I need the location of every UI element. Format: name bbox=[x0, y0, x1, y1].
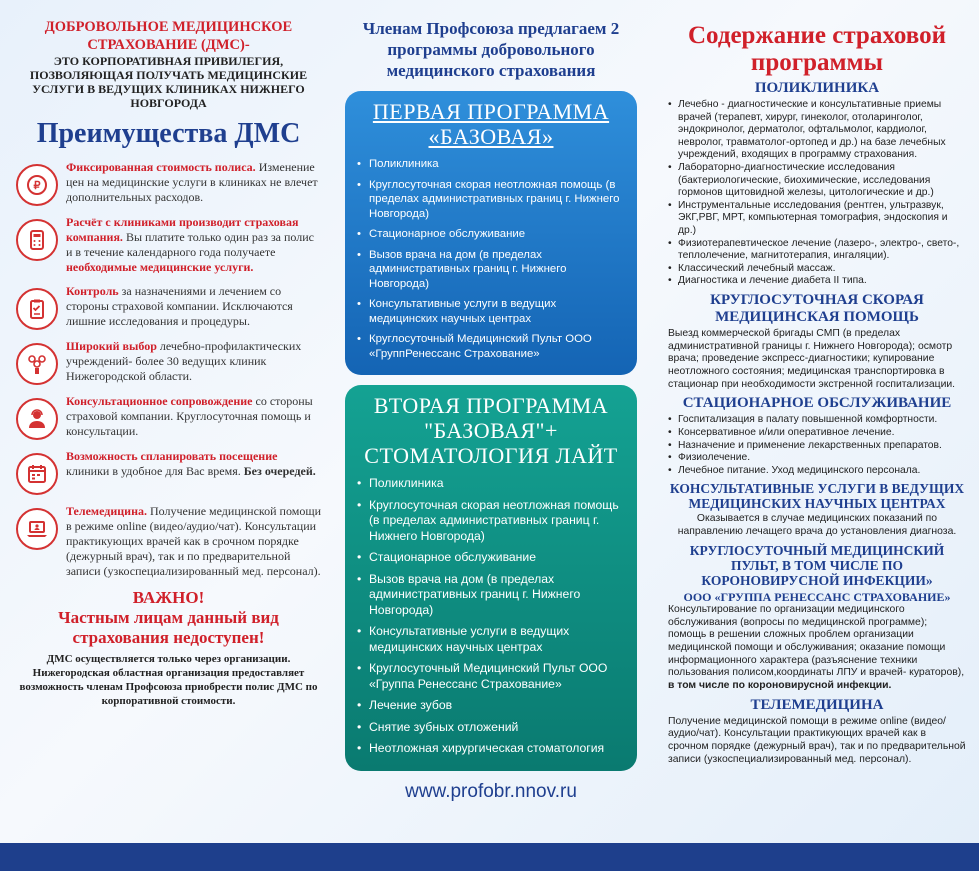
advantage-6-text: клиники в удобное для Вас время. bbox=[66, 464, 241, 478]
list-item: • Стационарное обслуживание bbox=[357, 227, 625, 242]
list-item: • Классический лечебный массаж. bbox=[668, 263, 966, 276]
advantages-title: Преимущества ДМС bbox=[36, 118, 301, 149]
list-item: • Диагностика и лечение диабета II типа. bbox=[668, 275, 966, 288]
advantage-4-text: лечебно-профилактических учреждений- более 30 ведущих клиник Нижегородской области. bbox=[66, 339, 302, 383]
list-item: • Поликлиника bbox=[357, 476, 625, 492]
list-item: • Консультативные услуги в ведущих медицинских научных центрах bbox=[357, 624, 625, 655]
dms-title: ДОБРОВОЛЬНОЕ МЕДИЦИНСКОЕ СТРАХОВАНИЕ (ДМС)- bbox=[44, 19, 293, 53]
advantage-1-text: Изменение цен на медицинские услуги в клиниках не влечет дополнительных расходов. bbox=[66, 160, 318, 204]
list-item: • Поликлиника bbox=[357, 157, 625, 172]
advantage-5-text: со стороны страховой компании. Круглосуточная помощь и консультации. bbox=[66, 394, 313, 438]
list-item: • Физиотерапевтическое лечение (лазеро-, электро-, свето-, теплолечение, магнитотерапия, ингаляции). bbox=[668, 238, 966, 263]
telemedicine-heading: ТЕЛЕМЕДИЦИНА bbox=[750, 696, 884, 713]
pult-text-bold: в том числе по короновирусной инфекции. bbox=[668, 680, 892, 692]
advantage-5-highlight: Консультационное сопровождение bbox=[66, 394, 253, 408]
advantage-7-highlight: Телемедицина. bbox=[66, 504, 147, 518]
telemedicine-text: Получение медицинской помощи в режиме online (видео/аудио/чат). Консультации практикующих врачей как в срочном порядке (дежурный врач), так и по предварительной записи (узкоспециализированный мед. персонал). bbox=[668, 715, 966, 765]
advantage-1-highlight: Фиксированная стоимость полиса. bbox=[66, 160, 256, 174]
calendar-icon bbox=[16, 453, 58, 495]
list-item: • Лечебно - диагностические и консультативные приемы врачей (терапевт, хирург, гинеколог, отоларинголог, эндокринолог, дерматолог, офтальмолог, кардиолог, невролог, травматолог-ортопед и др.) на базе лечебных учреждений, входящих в программу страхования. bbox=[668, 99, 966, 162]
list-item: • Лабораторно-диагностические исследования (бактериологические, биохимические, исследования гормонов щитовидной железы, цитологические и др.) bbox=[668, 162, 966, 200]
polyclinic-list bbox=[668, 99, 966, 288]
list-item: • Консервативное и/или оперативное лечение. bbox=[668, 427, 966, 440]
advantage-choice bbox=[16, 339, 321, 385]
advantage-control bbox=[16, 284, 321, 330]
program-dental-list bbox=[357, 476, 625, 757]
list-item: • Инструментальные исследования (рентген, ультразвук, ЭКГ,РВГ, МРТ, компьютерная томография, эндоскопия и др.) bbox=[668, 200, 966, 238]
calculator-icon bbox=[16, 219, 58, 261]
advantage-consulting bbox=[16, 394, 321, 440]
list-item: • Назначение и применение лекарственных препаратов. bbox=[668, 440, 966, 453]
footnote: ДМС осуществляется только через организации. Нижегородская областная организация предоставляет возможность членам Профсоюза приобрести полис ДМС по корпоративной стоимости. bbox=[19, 653, 318, 707]
list-item: • Стационарное обслуживание bbox=[357, 550, 625, 566]
list-item: • Консультативные услуги в ведущих медицинских научных центрах bbox=[357, 297, 625, 326]
list-item: • Лечебное питание. Уход медицинского персонала. bbox=[668, 465, 966, 478]
program-dental-title-line1: ВТОРАЯ ПРОГРАММА bbox=[373, 393, 609, 418]
advantage-4-highlight: Широкий выбор bbox=[66, 339, 157, 353]
hospital-list bbox=[668, 414, 966, 477]
list-item: • Госпитализация в палату повышенной комфортности. bbox=[668, 414, 966, 427]
middle-column bbox=[345, 18, 637, 803]
advantage-3-highlight: Контроль bbox=[66, 284, 119, 298]
advantage-6-bold: Без очередей. bbox=[243, 464, 316, 478]
pult-company: ООО «ГРУППА РЕНЕССАНС СТРАХОВАНИЕ» bbox=[683, 589, 951, 604]
ambulance-heading: КРУГЛОСУТОЧНАЯ СКОРАЯ МЕДИЦИНСКАЯ ПОМОЩЬ bbox=[710, 291, 924, 325]
program-basic-title-line1: ПЕРВАЯ ПРОГРАММА bbox=[372, 99, 610, 124]
ambulance-text: Выезд коммерческой бригады СМП (в пределах административной границы г. Нижнего Новгорода); осмотр врача; проведение экспресс-диагностики; купирование неотложного состояния; медицинская транспортировка в стационар при необходимости экстренной госпитализации. bbox=[668, 327, 956, 390]
list-item: • Круглосуточная скорая неотложная помощь (в пределах административных границ г. Нижнего Новгорода) bbox=[357, 498, 625, 545]
program-dental-title-line3: СТОМАТОЛОГИЯ ЛАЙТ bbox=[364, 443, 618, 468]
laptop-icon bbox=[16, 508, 58, 550]
advantage-planning bbox=[16, 449, 321, 495]
important-text: Частным лицам данный вид страхования недоступен! bbox=[58, 608, 279, 647]
advantage-fixed-price bbox=[16, 160, 321, 206]
hospital-heading: СТАЦИОНАРНОЕ ОБСЛУЖИВАНИЕ bbox=[682, 395, 952, 412]
program-dental-panel bbox=[345, 385, 637, 771]
program-dental-title bbox=[357, 393, 625, 468]
program-basic-title-line2: «БАЗОВАЯ» bbox=[428, 124, 554, 149]
program-content-title: Содержание страховой программы bbox=[687, 22, 946, 76]
footer-bar bbox=[0, 843, 979, 871]
advantage-2-text: Вы платите только один раз за полис и в течение календарного года получаете bbox=[66, 230, 315, 259]
important-heading: ВАЖНО! bbox=[132, 588, 205, 607]
advantage-settlement bbox=[16, 215, 321, 275]
advantage-6-highlight: Возможность спланировать посещение bbox=[66, 449, 278, 463]
list-item: • Лечение зубов bbox=[357, 698, 625, 714]
left-column bbox=[16, 18, 321, 708]
right-column bbox=[668, 22, 966, 767]
choice-icon bbox=[16, 343, 58, 385]
advantage-telemedicine bbox=[16, 504, 321, 579]
consulting-heading: КОНСУЛЬТАТИВНЫЕ УСЛУГИ В ВЕДУЩИХ МЕДИЦИНСКИХ НАУЧНЫХ ЦЕНТРАХ bbox=[669, 481, 965, 512]
pult-heading: КРУГЛОСУТОЧНЫЙ МЕДИЦИНСКИЙ ПУЛЬТ, В ТОМ ЧИСЛЕ ПО КОРОНОВИРУСНОЙ ИНФЕКЦИИ» bbox=[689, 542, 945, 588]
program-basic-title bbox=[357, 99, 625, 149]
list-item: • Круглосуточный Медицинский Пульт ООО «Группа Ренессанс Страхование» bbox=[357, 661, 625, 692]
dms-subtitle: ЭТО КОРПОРАТИВНАЯ ПРИВИЛЕГИЯ, ПОЗВОЛЯЮЩАЯ ПОЛУЧАТЬ МЕДИЦИНСКИЕ УСЛУГИ В ВЕДУЩИХ КЛИНИКАХ НИЖНЕГО НОВГОРОДА bbox=[29, 54, 308, 110]
website-link[interactable]: www.profobr.nnov.ru bbox=[405, 780, 577, 802]
clipboard-icon bbox=[16, 288, 58, 330]
advantage-2-highlight2: необходимые медицинские услуги. bbox=[66, 260, 254, 274]
list-item: • Вызов врача на дом (в пределах административных границ г. Нижнего Новгорода) bbox=[357, 248, 625, 292]
pult-text bbox=[668, 604, 966, 693]
program-basic-list bbox=[357, 157, 625, 361]
consultant-icon bbox=[16, 398, 58, 440]
pult-text-main: Консультирование по организации медицинского обслуживания (вопросы по медицинской программе); помощь в решении сложных проблем организации медицинской помощи и обслуживания; оказание помощи информационного характера (разъяснение техники пользования полисом,координаты ЛПУ и врачей- кураторов), bbox=[668, 603, 965, 679]
polyclinic-heading: ПОЛИКЛИНИКА bbox=[754, 80, 880, 96]
list-item: • Снятие зубных отложений bbox=[357, 720, 625, 736]
price-icon bbox=[16, 164, 58, 206]
advantage-3-text: за назначениями и лечением со стороны страховой компании. Исключаются лишние исследования и процедуры. bbox=[66, 284, 293, 328]
program-basic-panel bbox=[345, 91, 637, 375]
list-item: • Физиолечение. bbox=[668, 452, 966, 465]
program-dental-title-line2: "БАЗОВАЯ"+ bbox=[424, 418, 558, 443]
advantage-7-text: Получение медицинской помощи в режиме online (видео/аудио/чат). Консультации практикующих врачей как в срочном порядке (дежурный врач), так и по предварительной записи (узкоспециализированный мед. персонал). bbox=[66, 504, 321, 578]
list-item: • Неотложная хирургическая стоматология bbox=[357, 741, 625, 757]
svg-text:₽: ₽ bbox=[33, 180, 41, 192]
list-item: • Вызов врача на дом (в пределах административных границ г. Нижнего Новгорода) bbox=[357, 572, 625, 619]
advantage-2-highlight: Расчёт с клиниками производит страховая компания. bbox=[66, 215, 299, 244]
programs-header: Членам Профсоюза предлагаем 2 программы добровольного медицинского страхования bbox=[362, 19, 620, 80]
list-item: • Круглосуточная скорая неотложная помощь (в пределах административных границ г. Нижнего Новгорода) bbox=[357, 178, 625, 222]
list-item: • Круглосуточный Медицинский Пульт ООО «ГруппРенессанс Страхование» bbox=[357, 332, 625, 361]
consulting-text: Оказывается в случае медицинских показаний по направлению лечащего врача до установления диагноза. bbox=[677, 513, 957, 538]
